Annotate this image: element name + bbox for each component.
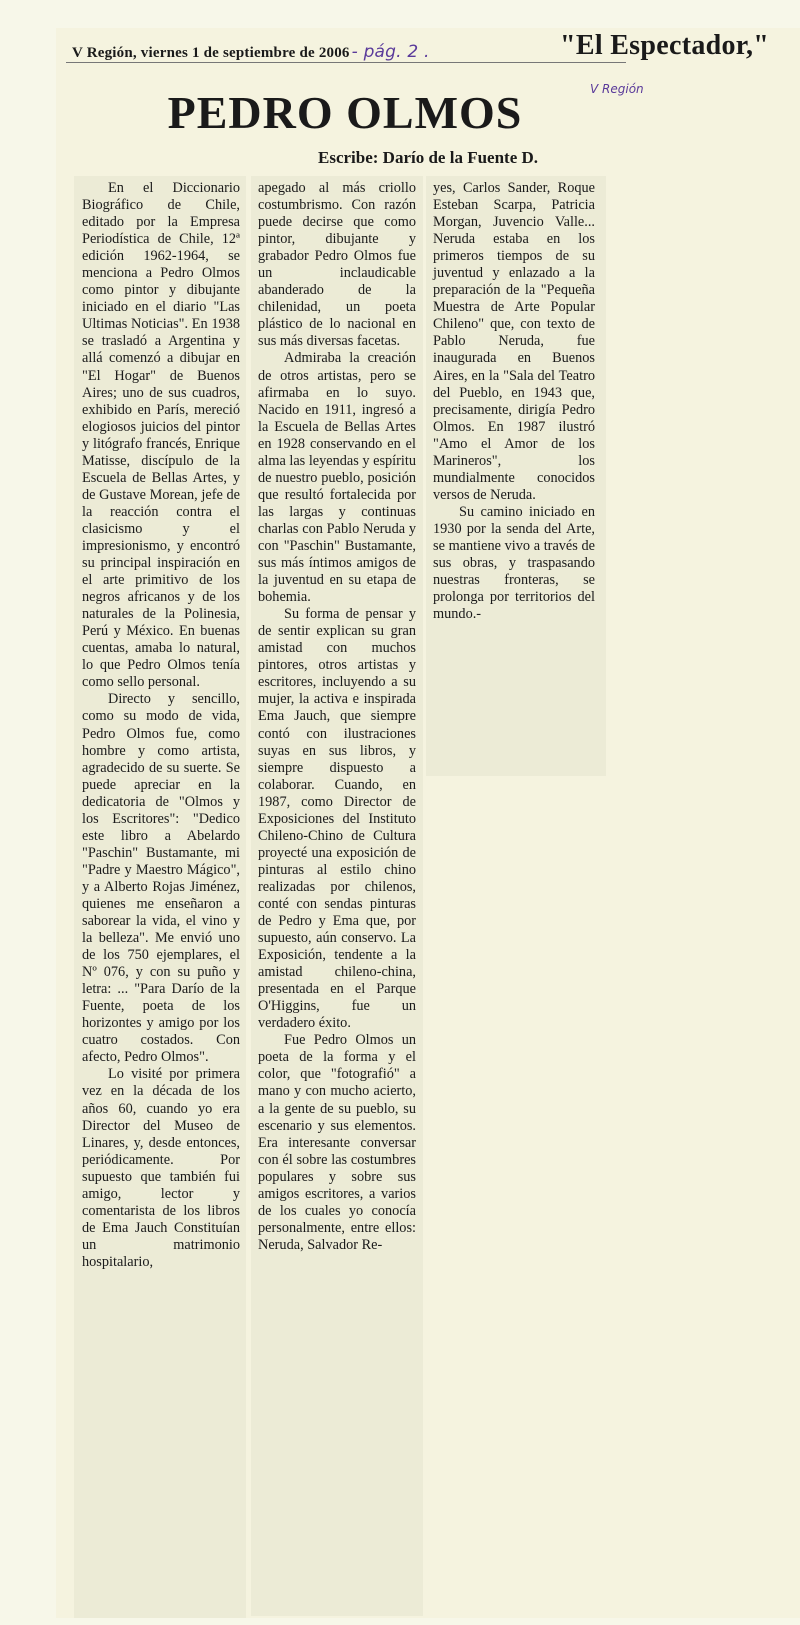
paragraph: apegado al más criollo costumbrismo. Con razón puede decirse que como pintor, dibujante y grabador Pedro Olmos fue un inclaudicable abanderado de la chilenidad, un poeta plástico de lo nacional en sus más diversas facetas.	[258, 180, 416, 350]
paragraph: En el Diccionario Biográfico de Chile, editado por la Empresa Periodística de Chile, 12ª edición 1962-1964, se menciona a Pedro Olmos como pintor y dibujante iniciado en el diario "Las Ultimas Noticias". En 1938 se trasladó a Argentina y allá comenzó a dibujar en "El Hogar" de Buenos Aires; uno de sus cuadros, exhibido en París, mereció elogiosos juicios del pintor y litógrafo francés, Enrique Matisse, discípulo de la Escuela de Bellas Artes, y de Gustave Morean, jefe de la reacción contra el clasicismo y el impresionismo, y encontró su principal inspiración en el arte primitivo de los negros africanos y de los naturales de la Polinesia, Perú y México. En buenas cuentas, amaba lo natural, lo que Pedro Olmos tenía como sello personal.	[82, 180, 240, 691]
article-column-3	[433, 180, 595, 623]
newspaper-name: "El Espectador,"	[560, 30, 770, 61]
handwritten-region-note: V Región	[590, 82, 644, 96]
paragraph: Su camino iniciado en 1930 por la senda del Arte, se mantiene vivo a través de sus obras, y traspasando nuestras fronteras, se prolonga por territorios del mundo.-	[433, 503, 595, 623]
paragraph: yes, Carlos Sander, Roque Esteban Scarpa, Patricia Morgan, Juvencio Valle... Neruda estaba en los primeros tiempos de su juventud y enlazado a la preparación de la "Pequeña Muestra de Arte Popular Chileno" que, con texto de Pablo Neruda, fue inaugurada en Buenos Aires, en la "Sala del Teatro del Pueblo, en 1943 que, precisamente, dirigía Pedro Olmos. En 1987 ilustró "Amo el Amor de los Marineros", los mundialmente conocidos versos de Neruda.	[433, 180, 595, 503]
paragraph: Lo visité por primera vez en la década de los años 60, cuando yo era Director del Museo de Linares, y, desde entonces, periódicamente. Por supuesto que también fui amigo, lector y comentarista de los libros de Ema Jauch Constituían un matrimonio hospitalario,	[82, 1066, 240, 1270]
handwritten-page-note: - pág. 2 .	[351, 42, 430, 62]
article-byline: Escribe: Darío de la Fuente D.	[318, 148, 539, 167]
paragraph: Directo y sencillo, como su modo de vida, Pedro Olmos fue, como hombre y como artista, agradecido de su suerte. Se puede apreciar en la dedicatoria de "Olmos y los Escritores": "Dedico este libro a Abelardo "Paschin" Bustamante, mi "Padre y Maestro Mágico", y a Alberto Rojas Jiménez, quienes me enseñaron a saborear la vida, el vino y la belleza". Me envió uno de los 750 ejemplares, el Nº 076, y con su puño y letra: ... "Para Darío de la Fuente, poeta de los horizontes y amigo por los cuatro costados. Con afecto, Pedro Olmos".	[82, 691, 240, 1066]
dateline-text: V Región, viernes 1 de septiembre de 2006	[72, 45, 350, 61]
dateline	[72, 42, 430, 62]
article-column-2	[258, 180, 416, 1254]
paragraph: Fue Pedro Olmos un poeta de la forma y el color, que "fotografió" a mano y con mucho acierto, a la gente de su pueblo, su escenario y sus elementos. Era interesante conversar con él sobre las costumbres populares y sobre sus amigos escritores, a varios de los cuales yo conocía personalmente, entre ellos: Neruda, Salvador Re-	[258, 1032, 416, 1253]
article-column-1	[82, 180, 240, 1271]
paragraph: Admiraba la creación de otros artistas, pero se afirmaba en lo suyo. Nacido en 1911, ingresó a la Escuela de Bellas Artes en 1928 conservando en el alma las leyendas y espíritu de nuestro pueblo, posición que resultó fortalecida por las largas y continuas charlas con Pablo Neruda y con "Paschin" Bustamante, sus más íntimos amigos de la juventud en su etapa de bohemia.	[258, 350, 417, 606]
article-title: PEDRO OLMOS	[167, 87, 523, 138]
paragraph: Su forma de pensar y de sentir explican su gran amistad con muchos pintores, otros artistas y escritores, incluyendo a su mujer, la activa e inspirada Ema Jauch, que siempre contó con ilustraciones suyas en sus libros, y siempre dispuesto a colaborar. Cuando, en 1987, como Director de Exposiciones del Instituto Chileno-Chino de Cultura proyecté una exposición de pinturas al estilo chino realizadas por chilenos, conté con sendas pinturas de Pedro y Ema que, por supuesto, aún conservo. La Exposición, tendente a la amistad chileno-china, presentada en el Parque O'Higgins, fue un verdadero éxito.	[258, 606, 416, 1032]
header-rule	[66, 62, 626, 63]
